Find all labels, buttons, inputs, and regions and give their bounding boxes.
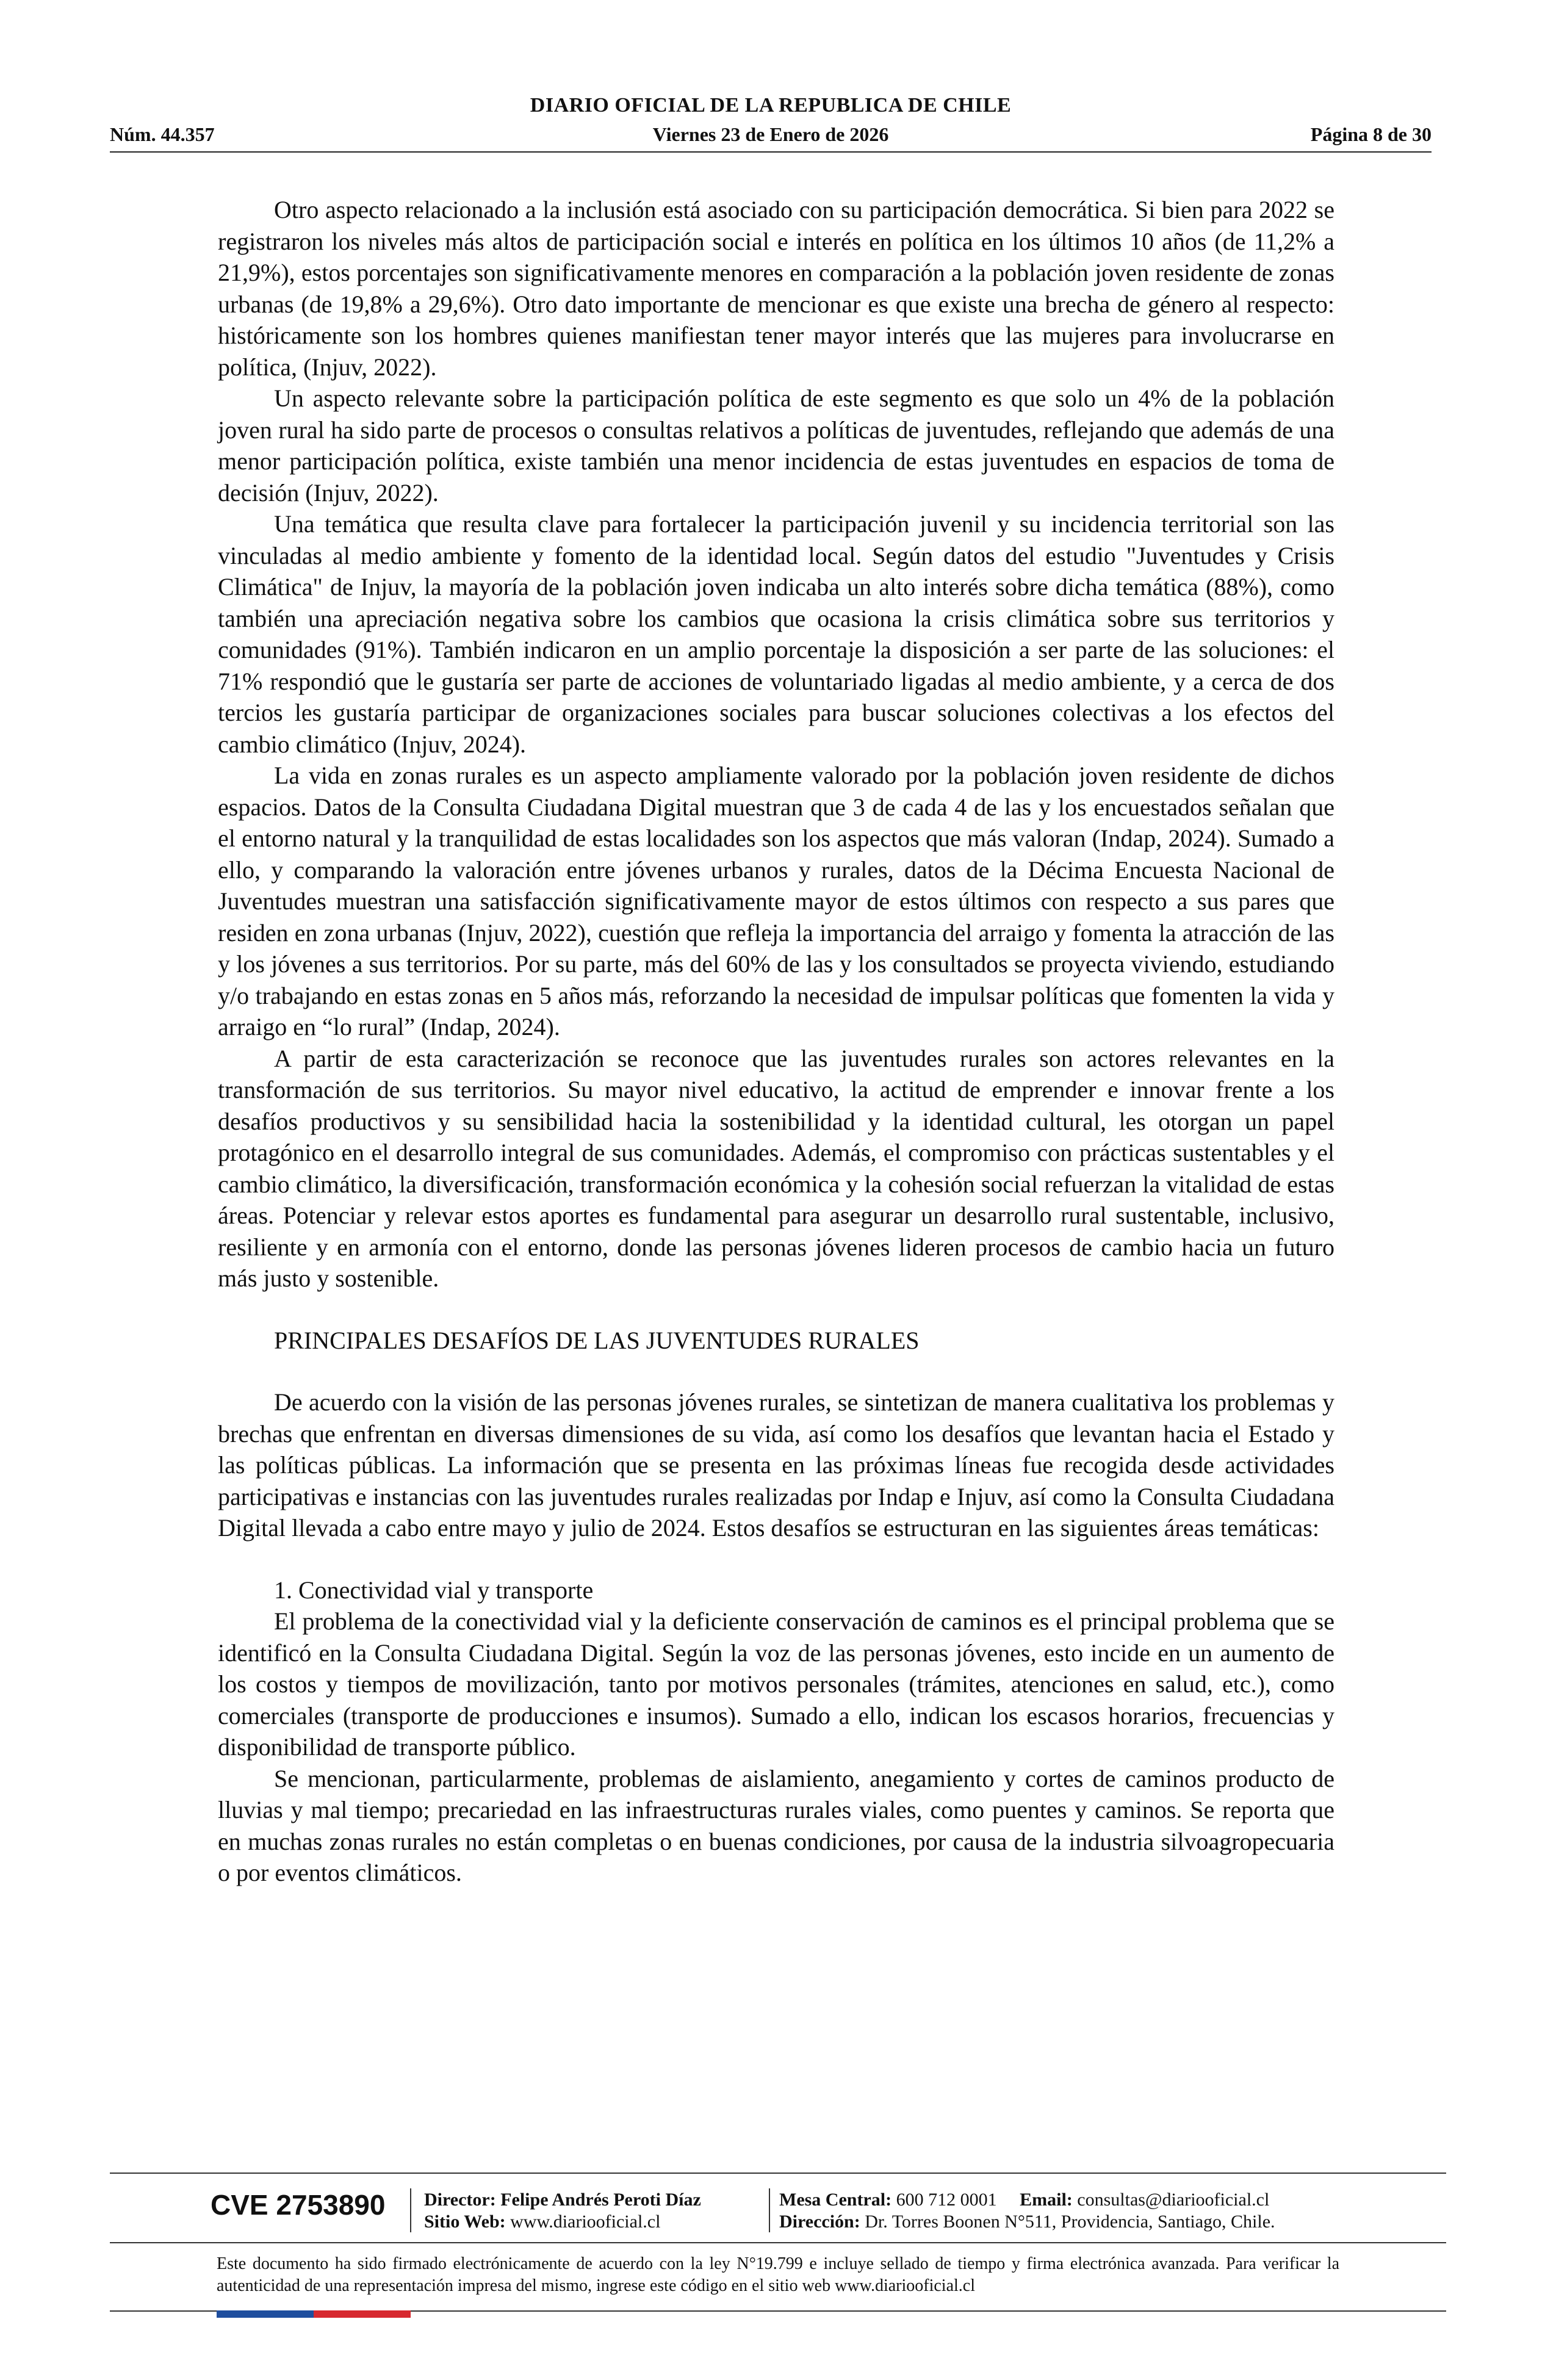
director-name: Felipe Andrés Peroti Díaz	[500, 2190, 701, 2210]
website-line	[424, 2210, 660, 2234]
legal-notice: Este documento ha sido firmado electrónicamente de acuerdo con la ley N°19.799 e incluye sellado de tiempo y firma electrónica avanzada. Para verificar la autenticidad de una representación impresa del mismo, ingrese este código en el sitio web www.diariooficial.cl	[217, 2254, 1339, 2295]
article-body	[218, 194, 1334, 1889]
header-divider	[110, 151, 1432, 153]
flag-color-bar	[217, 2310, 411, 2318]
flag-red-segment	[314, 2310, 411, 2318]
paragraph: Una temática que resulta clave para fortalecer la participación juvenil y su incidencia territorial son las vinculadas al medio ambiente y fomento de la identidad local. Según datos del estudio "Juventudes y Crisis Climática" de Injuv, la mayoría de la población joven indicaba un alto interés sobre dicha temática (88%), como también una apreciación negativa sobre los cambios que ocasiona la crisis climática sobre sus territorios y comunidades (91%). También indicaron en un amplio porcentaje la disposición a ser parte de las soluciones: el 71% respondió que le gustaría ser parte de acciones de voluntariado ligadas al medio ambiente, y a cerca de dos tercios les gustaría participar de organizaciones sociales para buscar soluciones colectivas a los efectos del cambio climático (Injuv, 2024).	[218, 510, 1334, 758]
footer-separator	[769, 2188, 770, 2232]
paragraph: Otro aspecto relacionado a la inclusión está asociado con su participación democrática. Si bien para 2022 se registraron los niveles más altos de participación social e interés en política en los últimos 10 años (de 11,2% a 21,9%), estos porcentajes son significativamente menores en comparación a la población joven residente de zonas urbanas (de 19,8% a 29,6%). Otro dato importante de mencionar es que existe una brecha de género al respecto: históricamente son los hombres quienes manifiestan tener mayor interés que las mujeres para involucrarse en política, (Injuv, 2022).	[218, 196, 1334, 381]
flag-blue-segment	[217, 2310, 314, 2318]
page-number: Página 8 de 30	[1310, 123, 1432, 145]
mesa-label: Mesa Central:	[779, 2190, 892, 2210]
address-line	[779, 2210, 1275, 2234]
paragraph: El problema de la conectividad vial y la deficiente conservación de caminos es el principal problema que se identificó en la Consulta Ciudadana Digital. Según la voz de las personas jóvenes, esto incide en un aumento de los costos y tiempos de movilización, tanto por motivos personales (trámites, atenciones en salud, etc.), como comerciales (transporte de producciones e insumos). Sumado a ello, indican los escasos horarios, frecuencias y disponibilidad de transporte público.	[218, 1607, 1334, 1761]
email-label: Email:	[1020, 2190, 1073, 2210]
paragraph: Se mencionan, particularmente, problemas de aislamiento, anegamiento y cortes de caminos producto de lluvias y mal tiempo; precariedad en las infraestructuras rurales viales, como puentes y caminos. Se reporta que en muchas zonas rurales no están completas o en buenas condiciones, por causa de la industria silvoagropecuaria o por eventos climáticos.	[218, 1764, 1334, 1886]
contact-line	[779, 2188, 1269, 2212]
address-value: Dr. Torres Boonen N°511, Providencia, Santiago, Chile.	[865, 2212, 1275, 2232]
director-label: Director:	[424, 2190, 496, 2210]
address-label: Dirección:	[779, 2212, 860, 2232]
paragraph: A partir de esta caracterización se reconoce que las juventudes rurales son actores relevantes en la transformación de sus territorios. Su mayor nivel educativo, la actitud de emprender e innovar frente a los desafíos productivos y su sensibilidad hacia la sostenibilidad y la identidad cultural, les otorgan un papel protagónico en el desarrollo integral de sus comunidades. Además, el compromiso con prácticas sustentables y el cambio climático, la diversificación, transformación económica y la cohesión social refuerzan la vitalidad de estas áreas. Potenciar y relevar estos aportes es fundamental para asegurar un desarrollo rural sustentable, inclusivo, resiliente y en armonía con el entorno, donde las personas jóvenes lideren procesos de cambio hacia un futuro más justo y sostenible.	[218, 1044, 1334, 1292]
paragraph: Un aspecto relevante sobre la participación política de este segmento es que solo un 4% de la población joven rural ha sido parte de procesos o consultas relativos a políticas de juventudes, reflejando que además de una menor participación política, existe también una menor incidencia de estas juventudes en espacios de toma de decisión (Injuv, 2022).	[218, 384, 1334, 507]
section-heading: PRINCIPALES DESAFÍOS DE LAS JUVENTUDES RURALES	[274, 1326, 920, 1354]
page-header	[110, 92, 1432, 153]
director-line	[424, 2188, 701, 2212]
subsection-heading: 1. Conectividad vial y transporte	[274, 1576, 594, 1604]
footer-divider	[110, 2173, 1446, 2174]
website-label: Sitio Web:	[424, 2212, 506, 2232]
paragraph: De acuerdo con la visión de las personas jóvenes rurales, se sintetizan de manera cualitativa los problemas y brechas que enfrentan en diversas dimensiones de su vida, así como los desafíos que levantan hacia el Estado y las políticas públicas. La información que se presenta en las próximas líneas fue recogida desde actividades participativas e instancias con las juventudes rurales realizadas por Indap e Injuv, así como la Consulta Ciudadana Digital llevada a cabo entre mayo y julio de 2024. Estos desafíos se estructuran en las siguientes áreas temáticas:	[218, 1388, 1334, 1542]
footer-divider	[110, 2242, 1446, 2243]
page-footer	[110, 2173, 1446, 2331]
website-link[interactable]: www.diariooficial.cl	[510, 2212, 661, 2232]
footer-separator	[410, 2188, 411, 2232]
issue-date: Viernes 23 de Enero de 2026	[652, 123, 889, 145]
email-link[interactable]: consultas@diariooficial.cl	[1077, 2190, 1270, 2210]
paragraph: La vida en zonas rurales es un aspecto ampliamente valorado por la población joven residente de dichos espacios. Datos de la Consulta Ciudadana Digital muestran que 3 de cada 4 de las y los encuestados señalan que el entorno natural y la tranquilidad de estas localidades son los aspectos que más valoran (Indap, 2024). Sumado a ello, y comparando la valoración entre jóvenes urbanos y rurales, datos de la Décima Encuesta Nacional de Juventudes muestran una satisfacción significativamente mayor de estos últimos con respecto a sus pares que residen en zona urbanas (Injuv, 2022), cuestión que refleja la importancia del arraigo y fomenta la atracción de las y los jóvenes a sus territorios. Por su parte, más del 60% de las y los consultados se proyecta viviendo, estudiando y/o trabajando en estas zonas en 5 años más, reforzando la necesidad de impulsar políticas que fomenten la vida y arraigo en “lo rural” (Indap, 2024).	[218, 762, 1334, 1040]
cve-code: CVE 2753890	[211, 2189, 386, 2221]
mesa-phone: 600 712 0001	[896, 2190, 997, 2210]
newspaper-title: DIARIO OFICIAL DE LA REPUBLICA DE CHILE	[530, 94, 1012, 117]
issue-number: Núm. 44.357	[110, 123, 215, 145]
